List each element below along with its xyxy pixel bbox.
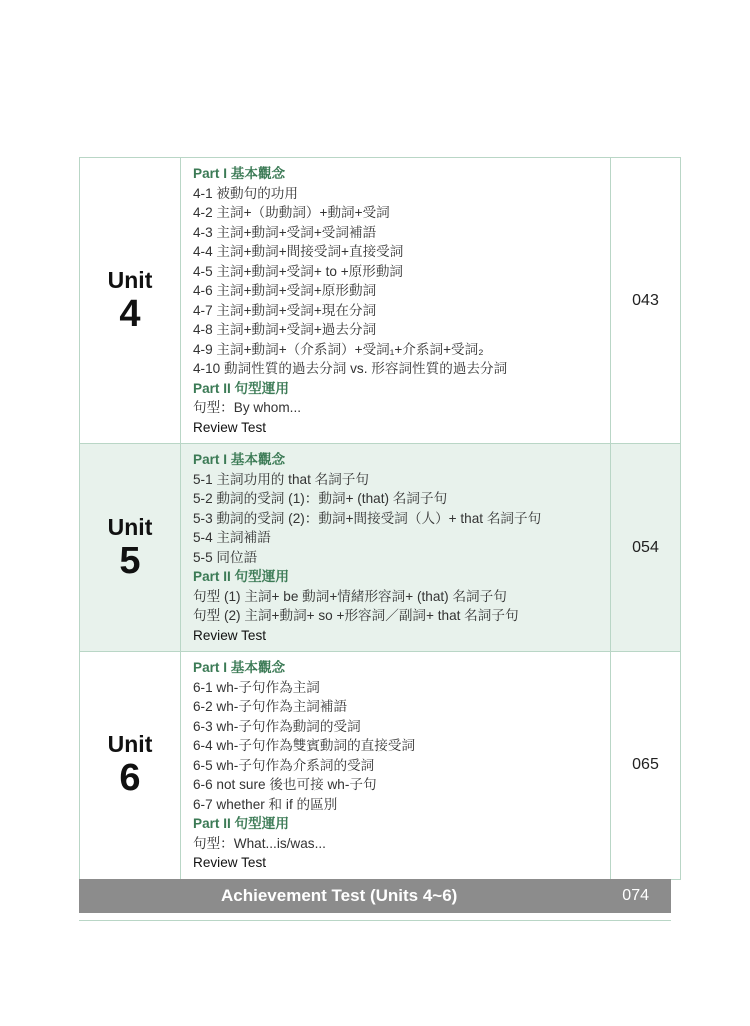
unit-row-4 bbox=[80, 158, 681, 444]
toc-entry[interactable]: 4-8 主詞+動詞+受詞+過去分詞 bbox=[193, 322, 377, 337]
toc-entry[interactable]: 4-1 被動句的功用 bbox=[193, 185, 298, 201]
toc-entry[interactable]: 4-4 主詞+動詞+間接受詞+直接受詞 bbox=[193, 244, 404, 259]
unit-word: Unit bbox=[107, 513, 153, 540]
toc-entry[interactable]: 4-6 主詞+動詞+受詞+原形動詞 bbox=[193, 283, 377, 298]
toc-entry[interactable]: 6-1 wh-子句作為主詞 bbox=[193, 679, 320, 695]
achievement-test-page: 074 bbox=[622, 887, 649, 904]
review-test-entry[interactable]: Review Test bbox=[193, 855, 267, 870]
toc-entry[interactable]: 6-4 wh-子句作為雙賓動詞的直接受詞 bbox=[193, 738, 416, 753]
toc-entry[interactable]: 5-5 同位語 bbox=[193, 549, 258, 565]
achievement-test-title: Achievement Test (Units 4~6) bbox=[221, 886, 458, 905]
unit-word: Unit bbox=[107, 731, 153, 758]
bottom-divider bbox=[79, 920, 671, 921]
toc-entry[interactable]: 4-9 主詞+動詞+（介系詞）+受詞₁+介系詞+受詞₂ bbox=[193, 341, 484, 357]
part-heading: Part I 基本觀念 bbox=[193, 452, 286, 467]
unit-contents bbox=[181, 158, 611, 444]
toc-entry[interactable]: 4-2 主詞+（助動詞）+動詞+受詞 bbox=[193, 205, 390, 220]
part-heading: Part I 基本觀念 bbox=[193, 660, 286, 675]
page-number: 065 bbox=[611, 652, 681, 880]
achievement-test-bar[interactable] bbox=[79, 879, 671, 913]
toc-entry[interactable]: 6-6 not sure 後也可接 wh-子句 bbox=[193, 777, 377, 792]
unit-row-5 bbox=[80, 444, 681, 652]
unit-number: 6 bbox=[119, 757, 141, 800]
toc-entry[interactable]: 句型 (1) 主詞+ be 動詞+情緒形容詞+ (that) 名詞子句 bbox=[193, 588, 507, 604]
toc-entry[interactable]: 4-3 主詞+動詞+受詞+受詞補語 bbox=[193, 224, 377, 240]
toc-entry[interactable]: 5-1 主詞功用的 that 名詞子句 bbox=[193, 471, 369, 487]
unit-contents bbox=[181, 444, 611, 652]
unit-row-6 bbox=[80, 652, 681, 880]
unit-label-cell bbox=[80, 652, 181, 880]
unit-number: 5 bbox=[119, 539, 141, 582]
part-heading: Part I 基本觀念 bbox=[193, 166, 286, 181]
unit-label-cell bbox=[80, 444, 181, 652]
toc-table bbox=[79, 157, 681, 880]
toc-entry[interactable]: 5-2 動詞的受詞 (1)：動詞+ (that) 名詞子句 bbox=[193, 491, 448, 506]
part-heading: Part II 句型運用 bbox=[193, 569, 289, 584]
toc-entry[interactable]: 句型 (2) 主詞+動詞+ so +形容詞／副詞+ that 名詞子句 bbox=[193, 608, 519, 623]
toc-entry[interactable]: 句型：By whom... bbox=[193, 400, 302, 415]
toc-entry[interactable]: 6-7 whether 和 if 的區別 bbox=[193, 796, 338, 812]
toc-entry[interactable]: 4-10 動詞性質的過去分詞 vs. 形容詞性質的過去分詞 bbox=[193, 361, 508, 376]
toc-entry[interactable]: 5-4 主詞補語 bbox=[193, 530, 271, 545]
review-test-entry[interactable]: Review Test bbox=[193, 627, 267, 643]
unit-label-cell bbox=[80, 158, 181, 444]
page-number: 054 bbox=[611, 444, 681, 652]
toc-entry[interactable]: 6-3 wh-子句作為動詞的受詞 bbox=[193, 718, 361, 734]
toc-entry[interactable]: 5-3 動詞的受詞 (2)：動詞+間接受詞（人）+ that 名詞子句 bbox=[193, 510, 542, 526]
toc-entry[interactable]: 句型：What...is/was... bbox=[193, 835, 326, 851]
part-heading: Part II 句型運用 bbox=[193, 816, 289, 831]
toc-entry[interactable]: 6-2 wh-子句作為主詞補語 bbox=[193, 699, 348, 714]
review-test-entry[interactable]: Review Test bbox=[193, 419, 267, 435]
unit-contents bbox=[181, 652, 611, 880]
toc-entry[interactable]: 6-5 wh-子句作為介系詞的受詞 bbox=[193, 757, 375, 773]
unit-word: Unit bbox=[107, 266, 153, 293]
toc-entry[interactable]: 4-5 主詞+動詞+受詞+ to +原形動詞 bbox=[193, 263, 404, 279]
page-number: 043 bbox=[611, 158, 681, 444]
unit-number: 4 bbox=[119, 292, 141, 335]
toc-entry[interactable]: 4-7 主詞+動詞+受詞+現在分詞 bbox=[193, 302, 377, 318]
part-heading: Part II 句型運用 bbox=[193, 380, 289, 396]
